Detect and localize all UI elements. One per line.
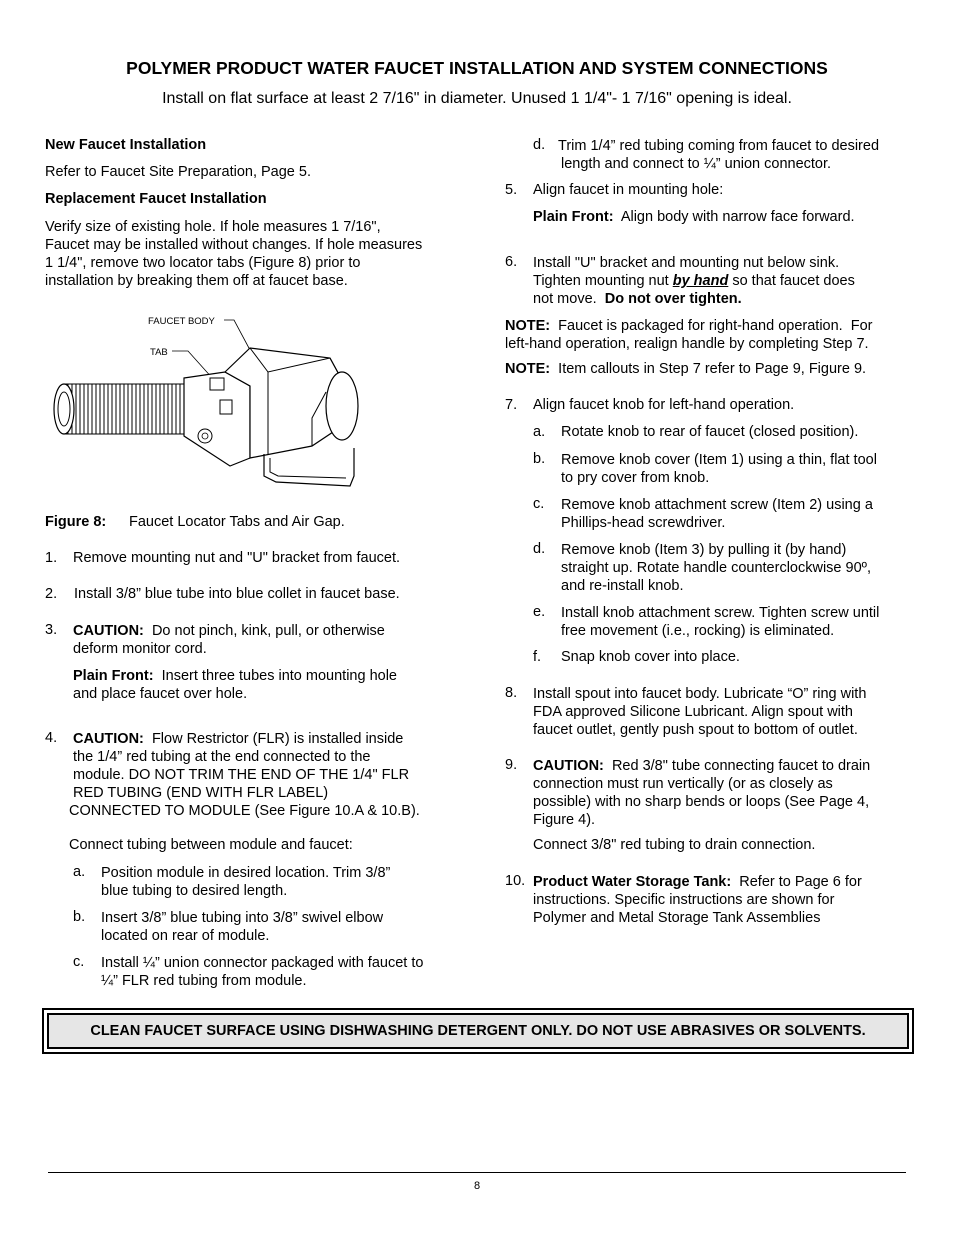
step-7f-letter: f. xyxy=(533,649,542,665)
label-faucet-body: FAUCET BODY xyxy=(148,316,215,327)
replacement-text: Verify size of existing hole. If hole measures 1 7/16", Faucet may be installed without changes. If hole measures 1 1/4", remove two locator tabs (Figure 8) prior to installation by breaking them off at faucet base. xyxy=(45,219,423,289)
step-7e-letter: e. xyxy=(533,604,546,620)
footer-divider xyxy=(48,1172,906,1173)
new-faucet-text: Refer to Faucet Site Preparation, Page 5. xyxy=(45,164,311,180)
cleaning-notice-box xyxy=(42,1008,914,1054)
figure-caption-text: Faucet Locator Tabs and Air Gap. xyxy=(129,514,345,530)
figure-caption: Figure 8: xyxy=(45,514,107,530)
step-8-number: 8. xyxy=(505,685,518,701)
faucet-base xyxy=(184,372,250,466)
step-5-text: Align faucet in mounting hole: xyxy=(533,182,724,198)
page-number: 8 xyxy=(473,1180,481,1192)
step-7c-letter: c. xyxy=(533,496,545,512)
step-4d-letter: d. xyxy=(533,137,546,153)
step-7c-text: Remove knob attachment screw (Item 2) using a Phillips-head screwdriver. xyxy=(561,497,873,531)
note-item-callouts: NOTE: Item callouts in Step 7 refer to Page 9, Figure 9. xyxy=(505,361,867,377)
step-9-connect: Connect 3/8" red tubing to drain connection. xyxy=(533,837,816,853)
step-4c-letter: c. xyxy=(73,954,85,970)
step-7b-letter: b. xyxy=(533,451,546,467)
step-4a-text: Position module in desired location. Trim 3/8” blue tubing to desired length. xyxy=(101,865,391,899)
step-7f-text: Snap knob cover into place. xyxy=(561,649,740,665)
label-tab: TAB xyxy=(150,347,168,358)
step-1-text: Remove mounting nut and "U" bracket from faucet. xyxy=(73,550,401,566)
faucet-illustration xyxy=(50,308,370,498)
step-5-plain-front: Plain Front: Align body with narrow face forward. xyxy=(533,209,855,225)
step-4c-text: Install ¼” union connector packaged with faucet to ¼” FLR red tubing from module. xyxy=(101,955,424,989)
step-7a-letter: a. xyxy=(533,424,546,440)
step-2-number: 2. xyxy=(45,586,58,602)
step-2-text: Install 3/8” blue tube into blue collet in faucet base. xyxy=(74,586,400,602)
step-1-number: 1. xyxy=(45,550,58,566)
threaded-shank xyxy=(54,384,184,434)
step-4a-letter: a. xyxy=(73,864,86,880)
step-4d-text: Trim 1/4” red tubing coming from faucet to desired length and connect to ¼” union connector. xyxy=(558,138,880,172)
step-4-number: 4. xyxy=(45,730,58,746)
step-4b-text: Insert 3/8” blue tubing into 3/8” swivel elbow located on rear of module. xyxy=(101,910,384,944)
note-right-hand: NOTE: Faucet is packaged for right-hand operation. For left-hand operation, realign handle by completing Step 7. xyxy=(505,318,873,352)
step-3-number: 3. xyxy=(45,622,58,638)
step-6-text: Install "U" bracket and mounting nut below sink. Tighten mounting nut by hand so that faucet does not move. Do not over tighten. xyxy=(533,255,855,307)
air-gap xyxy=(264,448,354,486)
new-faucet-heading: New Faucet Installation xyxy=(45,137,207,153)
step-10-number: 10. xyxy=(505,873,526,889)
step-7a-text: Rotate knob to rear of faucet (closed position). xyxy=(561,424,859,440)
step-6-number: 6. xyxy=(505,254,518,270)
step-9-caution: CAUTION: Red 3/8" tube connecting faucet to drain connection must run vertically (or as closely as possible) with no sharp bends or loops (See Page 4, Figure 4). xyxy=(533,758,871,828)
page-subtitle: Install on flat surface at least 2 7/16" in diameter. Unused 1 1/4"- 1 7/16" opening is ideal. xyxy=(162,90,792,107)
step-8-text: Install spout into faucet body. Lubricate “O” ring with FDA approved Silicone Lubricant. Align spout with faucet outlet, gently push spout to bottom of outlet. xyxy=(533,686,867,738)
step-7-number: 7. xyxy=(505,397,518,413)
figure-faucet-locator xyxy=(50,308,370,498)
step-7b-text: Remove knob cover (Item 1) using a thin, flat tool to pry cover from knob. xyxy=(561,452,877,486)
replacement-heading: Replacement Faucet Installation xyxy=(45,191,267,207)
page-title: POLYMER PRODUCT WATER FAUCET INSTALLATION AND SYSTEM CONNECTIONS xyxy=(126,58,828,78)
step-4-connect: Connect tubing between module and faucet: xyxy=(69,837,353,853)
step-7d-letter: d. xyxy=(533,541,546,557)
step-7d-text: Remove knob (Item 3) by pulling it (by hand) straight up. Rotate handle counterclockwise 90º, and re-install knob. xyxy=(561,542,871,594)
step-7-text: Align faucet knob for left-hand operation. xyxy=(533,397,795,413)
step-4b-letter: b. xyxy=(73,909,86,925)
step-3-plain-front: Plain Front: Insert three tubes into mounting hole and place faucet over hole. xyxy=(73,668,397,702)
step-5-number: 5. xyxy=(505,182,518,198)
step-7e-text: Install knob attachment screw. Tighten screw until free movement (i.e., rocking) is eliminated. xyxy=(561,605,880,639)
cleaning-notice-text: CLEAN FAUCET SURFACE USING DISHWASHING DETERGENT ONLY. DO NOT USE ABRASIVES OR SOLVENTS. xyxy=(47,1013,909,1049)
step-3-caution: CAUTION: Do not pinch, kink, pull, or otherwise deform monitor cord. xyxy=(73,623,385,657)
step-9-number: 9. xyxy=(505,757,518,773)
step-10-text: Product Water Storage Tank: Refer to Page 6 for instructions. Specific instructions are shown for Polymer and Metal Storage Tank Assemblies xyxy=(533,874,862,926)
step-4-caution: CAUTION: Flow Restrictor (FLR) is installed inside the 1/4” red tubing at the end connected to the module. DO NOT TRIM THE END OF THE 1/4" FLR RED TUBING (END WITH FLR LABEL) CONNECTED TO MODULE (See Figure 10.A & 10.B). xyxy=(69,731,420,819)
